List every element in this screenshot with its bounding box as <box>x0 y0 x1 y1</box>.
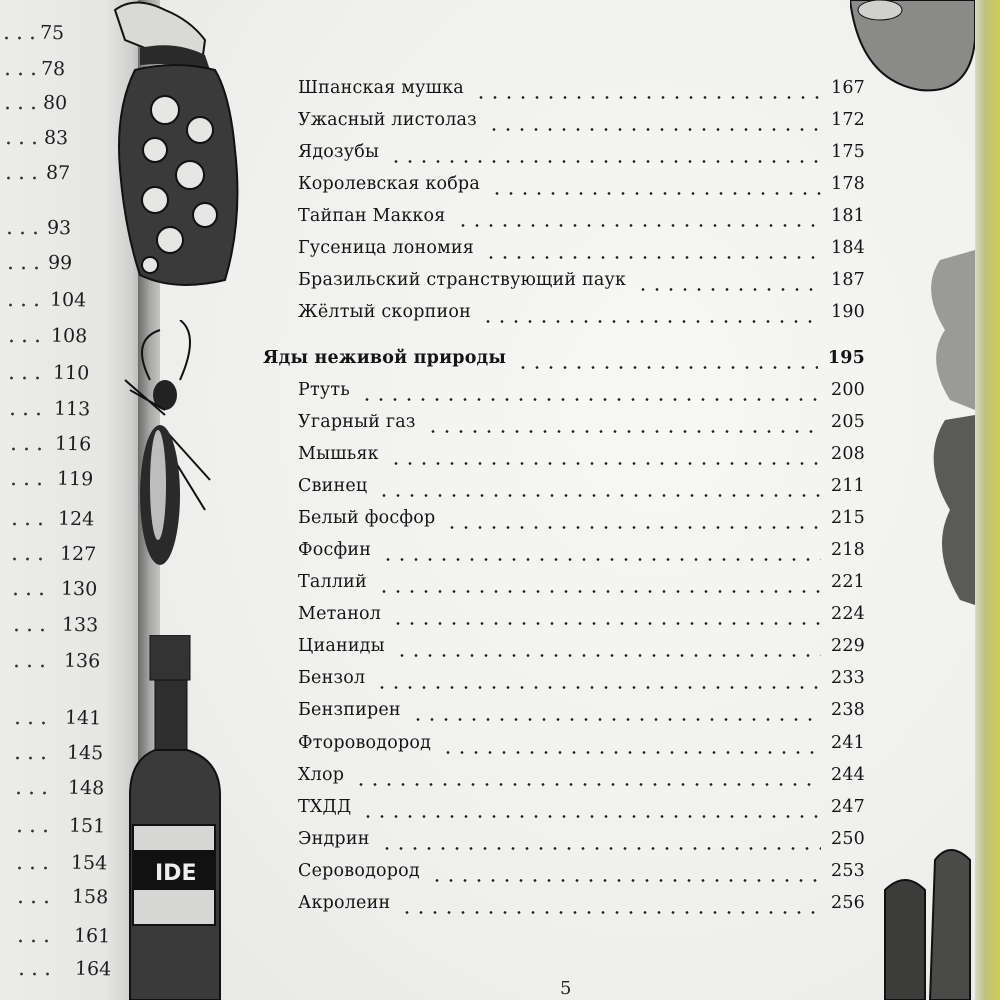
toc-entry <box>298 270 865 300</box>
toc-entry <box>298 444 865 474</box>
left-page-number: 75 <box>39 21 65 45</box>
toc-entry-page: 256 <box>830 893 865 913</box>
toc-entry-title: Яды неживой природы <box>263 348 507 368</box>
toc-entry-page: 218 <box>830 540 865 560</box>
toc-entry-page: 229 <box>830 636 865 656</box>
left-page-number: 154 <box>70 851 108 875</box>
toc-entry <box>298 78 865 108</box>
toc-leader-dots <box>487 128 821 131</box>
toc-leader-dots <box>426 430 821 433</box>
left-page-number: 119 <box>56 467 94 491</box>
left-page-number: 151 <box>69 814 106 838</box>
left-page-leader-dots <box>10 628 44 632</box>
toc-entry-title: Хлор <box>298 765 345 785</box>
toc-entry-page: 190 <box>830 302 865 322</box>
toc-entry <box>298 174 865 204</box>
toc-entry-page: 205 <box>830 412 865 432</box>
toc-entry-page: 244 <box>830 765 865 785</box>
left-page-leader-dots <box>7 482 41 486</box>
toc-leader-dots <box>361 815 821 818</box>
page-number: 5 <box>560 978 572 999</box>
toc-entry <box>298 412 865 442</box>
toc-entry-title: Цианиды <box>298 636 385 656</box>
toc-entry <box>298 604 865 634</box>
toc-entry-title: Ядозубы <box>298 142 380 162</box>
toc-entry-page: 211 <box>830 476 865 496</box>
left-page-number: 164 <box>74 957 112 981</box>
toc-entry <box>298 302 865 332</box>
toc-entry-page: 200 <box>830 380 865 400</box>
left-page-number: 124 <box>57 507 95 531</box>
toc-entry <box>298 861 865 891</box>
poison-bottle-icon <box>125 635 225 1000</box>
toc-leader-dots <box>481 320 821 323</box>
left-page-leader-dots <box>7 447 41 451</box>
left-page-number: 145 <box>66 741 104 765</box>
left-page-leader-dots <box>3 231 37 235</box>
toc-entry-page: 181 <box>830 206 865 226</box>
rock-icon <box>920 230 975 630</box>
toc-entry <box>298 508 865 538</box>
left-page-leader-dots <box>0 36 34 40</box>
toc-entry-title: Угарный газ <box>298 412 416 432</box>
toc-leader-dots <box>360 398 821 401</box>
toc-entry <box>298 636 865 666</box>
toc-entry-title: Гусеница лономия <box>298 238 474 258</box>
left-page-number: 99 <box>48 251 73 275</box>
mushroom-icon <box>850 0 975 110</box>
toc-leader-dots <box>377 590 821 593</box>
gravestones-icon <box>875 840 975 1000</box>
left-page-leader-dots <box>5 339 39 343</box>
left-page-number: 136 <box>63 649 101 673</box>
left-page-number: 108 <box>50 324 88 348</box>
toc-leader-dots <box>354 783 821 786</box>
toc-leader-dots <box>381 558 821 561</box>
toc-entry-page: 175 <box>830 142 865 162</box>
left-page-leader-dots <box>6 412 40 416</box>
toc-leader-dots <box>474 96 821 99</box>
toc-entry-title: Сероводород <box>298 861 420 881</box>
toc-leader-dots <box>430 879 821 882</box>
left-page-number: 93 <box>46 216 72 240</box>
toc-entry-title: Фосфин <box>298 540 372 560</box>
left-page-number: 78 <box>41 57 66 81</box>
left-page-number: 158 <box>71 885 109 909</box>
toc-entry-title: Эндрин <box>298 829 370 849</box>
left-page-number: 113 <box>53 397 91 421</box>
toc-entry-page: 167 <box>830 78 865 98</box>
toc-leader-dots <box>441 751 821 754</box>
left-page-leader-dots <box>8 522 42 526</box>
toc-entry <box>298 380 865 410</box>
left-page-number: 127 <box>59 542 97 566</box>
pickled-jar-icon <box>95 0 245 300</box>
toc-leader-dots <box>395 654 821 657</box>
toc-entry <box>298 668 865 698</box>
toc-leader-dots <box>484 256 821 259</box>
toc-leader-dots <box>389 462 821 465</box>
toc-entry-title: Фтороводород <box>298 733 432 753</box>
toc-entry-title: Таллий <box>298 572 367 592</box>
toc-entry-page: 241 <box>830 733 865 753</box>
toc-entry-title: Метанол <box>298 604 382 624</box>
left-page-leader-dots <box>12 791 46 795</box>
toc-entry <box>298 700 865 730</box>
toc-entry-page: 247 <box>830 797 865 817</box>
toc-section-heading <box>263 348 865 378</box>
toc-leader-dots <box>377 494 821 497</box>
toc-entry-title: Бензол <box>298 668 366 688</box>
toc-entry-page: 172 <box>830 110 865 130</box>
toc-leader-dots <box>445 526 821 529</box>
left-page-leader-dots <box>1 72 35 76</box>
left-page-number: 161 <box>73 924 111 948</box>
toc-entry <box>298 893 865 923</box>
toc-leader-dots <box>456 224 821 227</box>
left-page-leader-dots <box>13 829 47 833</box>
left-page-number: 83 <box>43 126 69 150</box>
toc-entry <box>298 110 865 140</box>
toc-entry-page: 253 <box>830 861 865 881</box>
toc-leader-dots <box>391 622 821 625</box>
toc-entry <box>298 540 865 570</box>
toc-entry-page: 195 <box>827 348 865 368</box>
toc-entry-title: ТХДД <box>298 797 352 817</box>
toc-leader-dots <box>400 911 821 914</box>
toc-entry-title: Шпанская мушка <box>298 78 464 98</box>
toc-entry <box>298 765 865 795</box>
toc-entry-title: Белый фосфор <box>298 508 436 528</box>
left-page-leader-dots <box>4 266 38 270</box>
toc-entry <box>298 572 865 602</box>
toc-entry <box>298 206 865 236</box>
page-edge <box>975 0 1000 1000</box>
left-page-number: 116 <box>55 432 92 456</box>
left-page-number: 141 <box>64 706 102 730</box>
left-page-leader-dots <box>15 972 49 976</box>
toc-entry-title: Королевская кобра <box>298 174 480 194</box>
left-page-number: 133 <box>62 613 99 637</box>
left-page-number: 80 <box>42 91 68 115</box>
toc-entry-title: Мышьяк <box>298 444 379 464</box>
toc-entry-page: 250 <box>830 829 865 849</box>
toc-entry <box>298 797 865 827</box>
toc-entry-title: Жёлтый скорпион <box>298 302 471 322</box>
left-page-leader-dots <box>1 106 35 110</box>
left-page-number: 104 <box>49 288 87 312</box>
left-page-leader-dots <box>5 376 39 380</box>
left-page-number: 148 <box>67 776 105 800</box>
left-page-number: 130 <box>60 577 98 601</box>
bottle-label: IDE <box>155 861 197 886</box>
toc-entry-page: 233 <box>830 668 865 688</box>
toc-entry-page: 208 <box>830 444 865 464</box>
toc-entry-page: 238 <box>830 700 865 720</box>
toc-entry-page: 178 <box>830 174 865 194</box>
toc-entry-page: 221 <box>830 572 865 592</box>
toc-entry-title: Бразильский странствующий паук <box>298 270 627 290</box>
beetle-icon <box>120 320 220 570</box>
toc-entry-page: 215 <box>830 508 865 528</box>
left-page-leader-dots <box>2 141 36 145</box>
toc-leader-dots <box>636 288 821 291</box>
toc-entry-title: Акролеин <box>298 893 391 913</box>
left-page-leader-dots <box>11 756 45 760</box>
left-page-number: 110 <box>52 361 90 385</box>
toc-entry-page: 224 <box>830 604 865 624</box>
left-page-leader-dots <box>8 557 42 561</box>
left-page-leader-dots <box>2 176 36 180</box>
toc-entry-page: 184 <box>830 238 865 258</box>
toc-entry-title: Свинец <box>298 476 368 496</box>
left-page-leader-dots <box>14 900 48 904</box>
toc-leader-dots <box>490 192 821 195</box>
left-page-leader-dots <box>11 721 45 725</box>
toc-leader-dots <box>375 686 821 689</box>
toc-leader-dots <box>516 366 818 369</box>
toc-entry-title: Ужасный листолаз <box>298 110 477 130</box>
left-page-leader-dots <box>4 303 38 307</box>
toc-leader-dots <box>411 718 821 721</box>
toc-entry <box>298 733 865 763</box>
toc-entry-title: Бензпирен <box>298 700 401 720</box>
toc-leader-dots <box>380 847 821 850</box>
toc-entry <box>298 142 865 172</box>
toc-entry <box>298 238 865 268</box>
toc-leader-dots <box>389 160 821 163</box>
left-page-leader-dots <box>13 866 47 870</box>
toc-entry-title: Ртуть <box>298 380 350 400</box>
left-page-leader-dots <box>9 592 43 596</box>
toc-entry <box>298 829 865 859</box>
left-page-number: 87 <box>45 161 71 185</box>
left-page-leader-dots <box>10 664 44 668</box>
left-page-leader-dots <box>14 939 48 943</box>
toc-entry-title: Тайпан Маккоя <box>298 206 446 226</box>
toc-entry-page: 187 <box>830 270 865 290</box>
toc-entry <box>298 476 865 506</box>
